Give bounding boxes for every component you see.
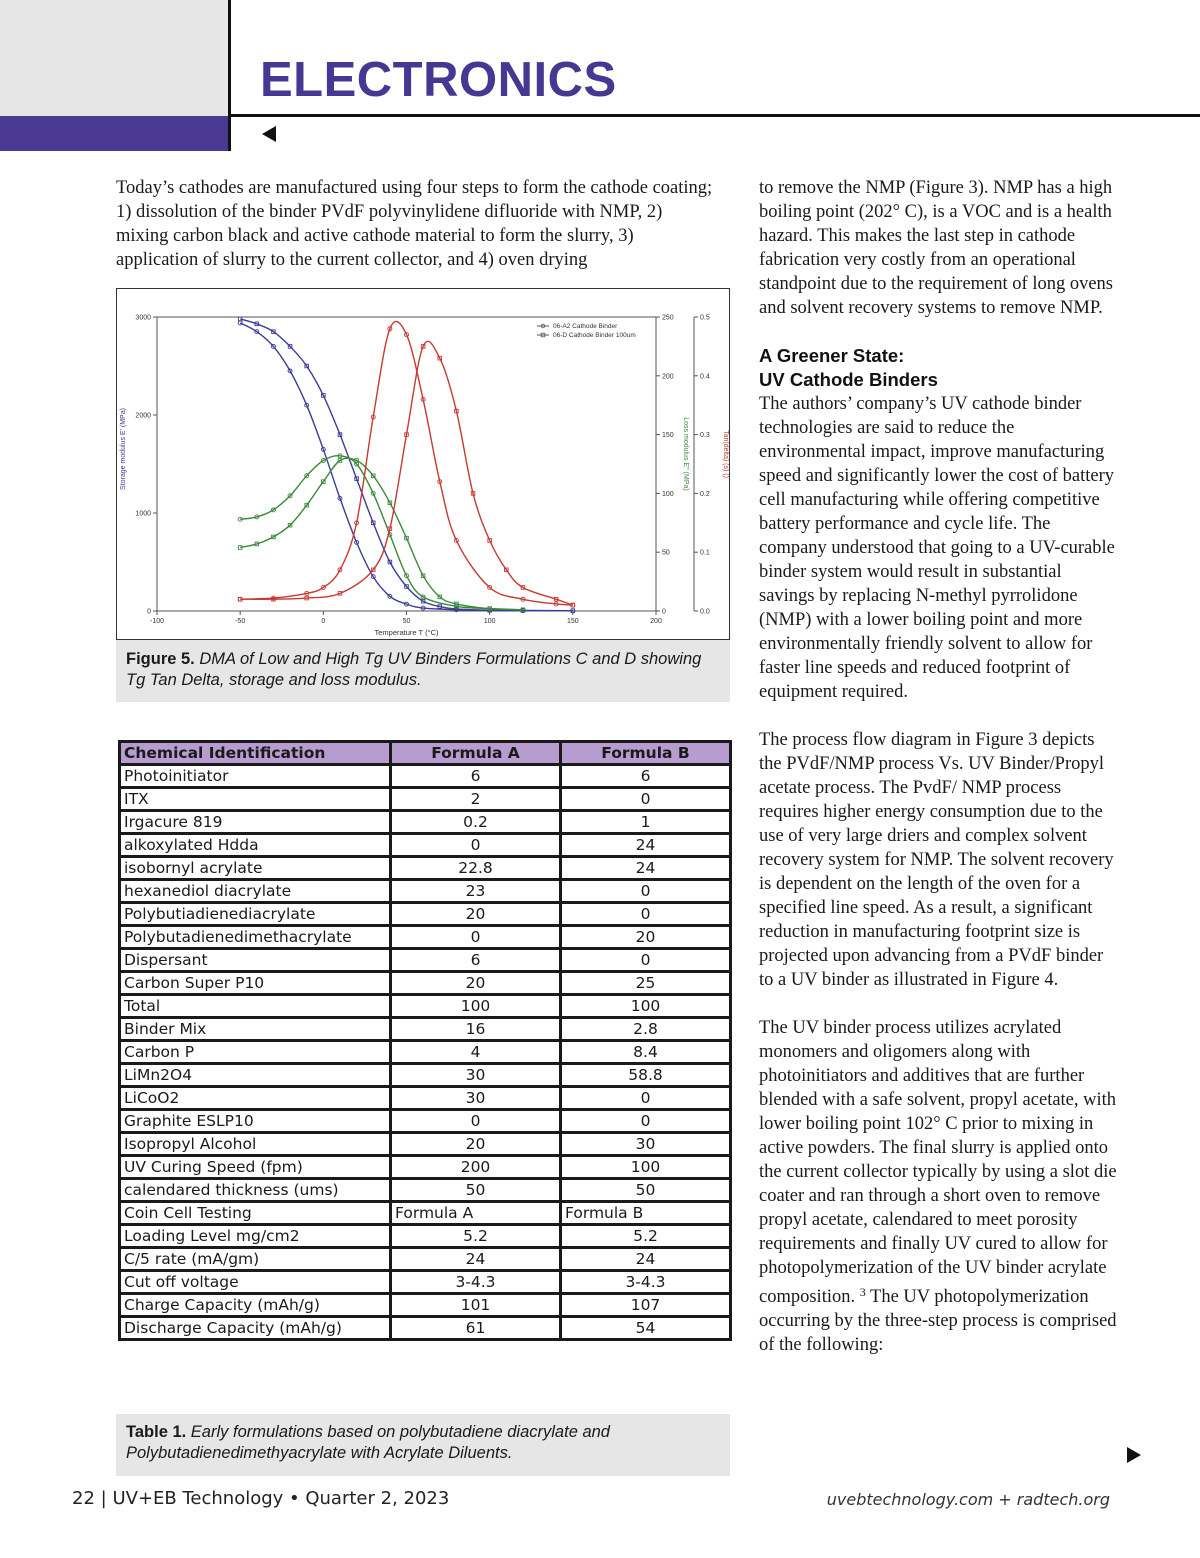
right-paragraph-4: [759, 1016, 1119, 1357]
table-cell-name: Carbon Super P10: [120, 972, 391, 995]
table-cell-formula-a: 6: [391, 765, 561, 788]
header-formula-a: Formula A: [391, 742, 561, 765]
table-cell-name: LiMn2O4: [120, 1064, 391, 1087]
y-right1-tick-label: 150: [662, 432, 674, 440]
table-row: [120, 1317, 731, 1340]
table-row: [120, 995, 731, 1018]
table-row: [120, 765, 731, 788]
table-body: [120, 765, 731, 1340]
header-purple-bar: [0, 116, 228, 151]
header-chemical-identification: Chemical Identification: [120, 742, 391, 765]
table-row: [120, 1041, 731, 1064]
table-cell-formula-a: 100: [391, 995, 561, 1018]
table-cell-formula-b: 100: [561, 995, 731, 1018]
table-row: [120, 1248, 731, 1271]
figure-5-chart: [116, 288, 730, 640]
table-cell-name: ITX: [120, 788, 391, 811]
y-right1-tick-label: 0: [662, 608, 666, 616]
table-cell-formula-b: 20: [561, 926, 731, 949]
plot-frame: [157, 317, 656, 611]
y-left-tick-label: 1000: [135, 510, 151, 518]
table-cell-formula-b: 58.8: [561, 1064, 731, 1087]
table-cell-name: C/5 rate (mA/gm): [120, 1248, 391, 1271]
table-cell-formula-b: 0: [561, 1110, 731, 1133]
figure-5-label: Figure 5.: [126, 650, 195, 668]
table-cell-formula-b: 24: [561, 1248, 731, 1271]
table-cell-name: Cut off voltage: [120, 1271, 391, 1294]
table-cell-name: Charge Capacity (mAh/g): [120, 1294, 391, 1317]
table-row: [120, 949, 731, 972]
table-cell-formula-a: 200: [391, 1156, 561, 1179]
table-row: [120, 1133, 731, 1156]
table-cell-formula-b: 100: [561, 1156, 731, 1179]
y-right2-tick-label: 0.2: [700, 490, 710, 498]
table-row: [120, 1225, 731, 1248]
y-left-tick-label: 2000: [135, 412, 151, 420]
footer-publication: [72, 1488, 449, 1509]
table-row: [120, 1271, 731, 1294]
previous-page-arrow-icon[interactable]: [262, 126, 276, 142]
table-cell-formula-a: 20: [391, 972, 561, 995]
table-cell-formula-b: 24: [561, 857, 731, 880]
table-cell-name: calendared thickness (ums): [120, 1179, 391, 1202]
table-cell-formula-a: 0: [391, 834, 561, 857]
y-right1-tick-label: 250: [662, 314, 674, 322]
legend-label: 06-A2 Cathode Binder: [553, 323, 618, 330]
table-cell-formula-a: 30: [391, 1087, 561, 1110]
table-1-label: Table 1.: [126, 1423, 187, 1441]
section-heading-line-1: A Greener State:: [759, 345, 905, 366]
y-right1-tick-label: 50: [662, 549, 670, 557]
y-right2-tick-label: 0.0: [700, 608, 710, 616]
table-cell-formula-a: 0.2: [391, 811, 561, 834]
table-cell-formula-a: 50: [391, 1179, 561, 1202]
x-tick-label: 200: [650, 618, 662, 625]
next-page-arrow-icon[interactable]: [1127, 1447, 1141, 1463]
right-paragraph-2: The authors’ company’s UV cathode binder technologies are said to reduce the environmental impact, improve manufacturing speed and significantly lower the cost of battery cell manufacturing while offering competitive battery performance and cycle life. The company understood that going to a UV-curable binder system would result in substantial savings by replacing N-methyl pyrrolidone (NMP) with a lower boiling point and more environmentally friendly solvent to allow for faster line speeds and reduced footprint of equipment required.: [759, 394, 1115, 702]
y-right1-axis-label: Loss modulus E'' (MPa): [682, 417, 689, 491]
table-cell-formula-a: 22.8: [391, 857, 561, 880]
table-cell-formula-b: 5.2: [561, 1225, 731, 1248]
table-row: [120, 811, 731, 834]
y-left-tick-label: 0: [147, 608, 151, 616]
right-paragraph-3: The process flow diagram in Figure 3 depicts the PVdF/NMP process Vs. UV Binder/Propyl acetate process. The PvdF/ NMP process requires higher energy consumption due to the use of very large driers and complex solvent recovery system for NMP. The solvent recovery is dependent on the length of the oven for a specified line speed. As a result, a significant reduction in manufacturing footprint size is projected upon advancing from a PVdF binder to a UV binder as illustrated in Figure 4.: [759, 730, 1114, 990]
y-left-axis-label: Storage modulus E' (MPa): [120, 408, 127, 490]
table-cell-name: Polybutiadienediacrylate: [120, 903, 391, 926]
header-vertical-rule: [228, 0, 231, 151]
table-cell-formula-b: 1: [561, 811, 731, 834]
table-cell-formula-b: 0: [561, 788, 731, 811]
figure-5-caption-text: DMA of Low and High Tg UV Binders Formulations C and D showing Tg Tan Delta, storage and loss modulus.: [126, 650, 702, 689]
table-cell-formula-a: 20: [391, 903, 561, 926]
table-cell-formula-a: 16: [391, 1018, 561, 1041]
table-cell-name: Isopropyl Alcohol: [120, 1133, 391, 1156]
table-cell-formula-b: 8.4: [561, 1041, 731, 1064]
table-row: [120, 857, 731, 880]
right-column: [759, 176, 1119, 1357]
dma-chart-svg: [117, 289, 729, 639]
table-header-row: [120, 742, 731, 765]
table-cell-name: UV Curing Speed (fpm): [120, 1156, 391, 1179]
table-cell-formula-b: 107: [561, 1294, 731, 1317]
table-cell-formula-b: 0: [561, 1087, 731, 1110]
header-horizontal-rule: [231, 114, 1200, 117]
table-cell-formula-a: 61: [391, 1317, 561, 1340]
table-cell-formula-a: 2: [391, 788, 561, 811]
table-row: [120, 1202, 731, 1225]
table-cell-formula-b: Formula B: [561, 1202, 731, 1225]
table-cell-formula-a: 101: [391, 1294, 561, 1317]
table-cell-formula-a: 4: [391, 1041, 561, 1064]
table-row: [120, 1064, 731, 1087]
table-row: [120, 1294, 731, 1317]
table-cell-name: Graphite ESLP10: [120, 1110, 391, 1133]
table-row: [120, 1018, 731, 1041]
table-cell-formula-b: 50: [561, 1179, 731, 1202]
table-cell-formula-a: 0: [391, 1110, 561, 1133]
table-row: [120, 972, 731, 995]
table-cell-formula-b: 3-4.3: [561, 1271, 731, 1294]
table-cell-formula-b: 2.8: [561, 1018, 731, 1041]
right-paragraph-4-text: The UV binder process utilizes acrylated monomers and oligomers along with photoinitiators and additives that are further blended with a safe solvent, propyl acetate, with lower boiling point 102° C prior to mixing in active powders. The final slurry is applied onto the current collector typically by using a slot die coater and ran through a short oven to remove propyl acetate, calendared to meet porosity requirements and finally UV cured to allow for photopolymerization of the UV binder acrylate composition.: [759, 1018, 1117, 1307]
table-1-caption-text: Early formulations based on polybutadiene diacrylate and Polybutadienedimethyacrylate with Acrylate Diluents.: [126, 1423, 610, 1462]
x-tick-label: 0: [321, 618, 326, 625]
table-cell-formula-a: 20: [391, 1133, 561, 1156]
table-cell-formula-a: 5.2: [391, 1225, 561, 1248]
reference-superscript: 3: [859, 1285, 866, 1299]
table-cell-name: hexanediol diacrylate: [120, 880, 391, 903]
table-cell-formula-b: 54: [561, 1317, 731, 1340]
y-right2-tick-label: 0.3: [700, 432, 710, 440]
table-cell-formula-a: 30: [391, 1064, 561, 1087]
header-formula-b: Formula B: [561, 742, 731, 765]
figure-5-caption: [116, 640, 730, 702]
footer-websites: uvebtechnology.com + radtech.org: [826, 1490, 1110, 1509]
right-paragraph-1: to remove the NMP (Figure 3). NMP has a high boiling point (202° C), is a VOC and is a health hazard. This makes the last step in cathode fabrication very costly from an operational standpoint due to the requirement of long ovens and solvent recovery systems to remove NMP.: [759, 178, 1113, 318]
chart-plot-area: [157, 314, 694, 611]
section-title: ELECTRONICS: [260, 53, 617, 107]
x-axis-label: Temperature T (°C): [374, 628, 439, 637]
table-row: [120, 1110, 731, 1133]
table-cell-name: Photoinitiator: [120, 765, 391, 788]
table-cell-name: Coin Cell Testing: [120, 1202, 391, 1225]
table-cell-formula-a: 3-4.3: [391, 1271, 561, 1294]
table-cell-name: Carbon P: [120, 1041, 391, 1064]
y-right2-tick-label: 0.1: [700, 549, 710, 557]
table-cell-name: alkoxylated Hdda: [120, 834, 391, 857]
table-cell-name: Polybutadienedimethacrylate: [120, 926, 391, 949]
table-cell-formula-b: 0: [561, 949, 731, 972]
x-tick-label: -50: [235, 618, 246, 625]
table-cell-formula-b: 30: [561, 1133, 731, 1156]
x-tick-label: 150: [566, 618, 579, 625]
table-cell-formula-b: 0: [561, 903, 731, 926]
right-paragraph-4-continued: The UV photopolymerization occurring by the three-step process is comprised of the following:: [759, 1287, 1117, 1355]
table-1-formulations: [118, 740, 732, 1341]
table-cell-formula-a: 24: [391, 1248, 561, 1271]
table-cell-formula-a: 6: [391, 949, 561, 972]
table-cell-name: Discharge Capacity (mAh/g): [120, 1317, 391, 1340]
table-row: [120, 1156, 731, 1179]
page-number: 22: [72, 1488, 95, 1509]
x-tick-label: 100: [483, 618, 496, 625]
footer-separator: |: [100, 1488, 107, 1509]
table-1-caption: [116, 1414, 730, 1476]
y-right1-tick-label: 200: [662, 373, 674, 381]
table-cell-formula-a: Formula A: [391, 1202, 561, 1225]
x-tick-label: -100: [149, 618, 165, 625]
intro-paragraph: Today’s cathodes are manufactured using four steps to form the cathode coating; 1) dissolution of the binder PVdF polyvinylidene difluoride with NMP, 2) mixing carbon black and active cathode material to form the slurry, 3) application of slurry to the current collector, and 4) oven drying: [116, 178, 713, 270]
table-row: [120, 1087, 731, 1110]
header-grey-block: [0, 0, 228, 116]
table-cell-name: Dispersant: [120, 949, 391, 972]
table-cell-formula-b: 6: [561, 765, 731, 788]
table-row: [120, 903, 731, 926]
table-cell-formula-a: 0: [391, 926, 561, 949]
y-right1-tick-label: 100: [662, 490, 674, 498]
table-row: [120, 788, 731, 811]
table-cell-name: Total: [120, 995, 391, 1018]
table-row: [120, 926, 731, 949]
publication-name: UV+EB Technology • Quarter 2, 2023: [112, 1488, 450, 1509]
y-left-tick-label: 3000: [135, 314, 151, 322]
table-cell-name: Loading Level mg/cm2: [120, 1225, 391, 1248]
table-cell-name: isobornyl acrylate: [120, 857, 391, 880]
table-cell-formula-b: 0: [561, 880, 731, 903]
x-tick-label: 50: [402, 618, 411, 625]
legend-label: 06-D Cathode Binder 100um: [553, 332, 636, 339]
table-row: [120, 880, 731, 903]
table-row: [120, 834, 731, 857]
y-right2-tick-label: 0.4: [700, 373, 710, 381]
y-right2-tick-label: 0.5: [700, 314, 710, 322]
table-cell-formula-b: 24: [561, 834, 731, 857]
table-cell-name: Irgacure 819: [120, 811, 391, 834]
y-right2-axis-label: Tan(delta) (s) (): [722, 430, 729, 478]
table-row: [120, 1179, 731, 1202]
table-cell-formula-b: 25: [561, 972, 731, 995]
table-cell-name: LiCoO2: [120, 1087, 391, 1110]
table-cell-name: Binder Mix: [120, 1018, 391, 1041]
section-heading-line-2: UV Cathode Binders: [759, 369, 938, 390]
table-cell-formula-a: 23: [391, 880, 561, 903]
